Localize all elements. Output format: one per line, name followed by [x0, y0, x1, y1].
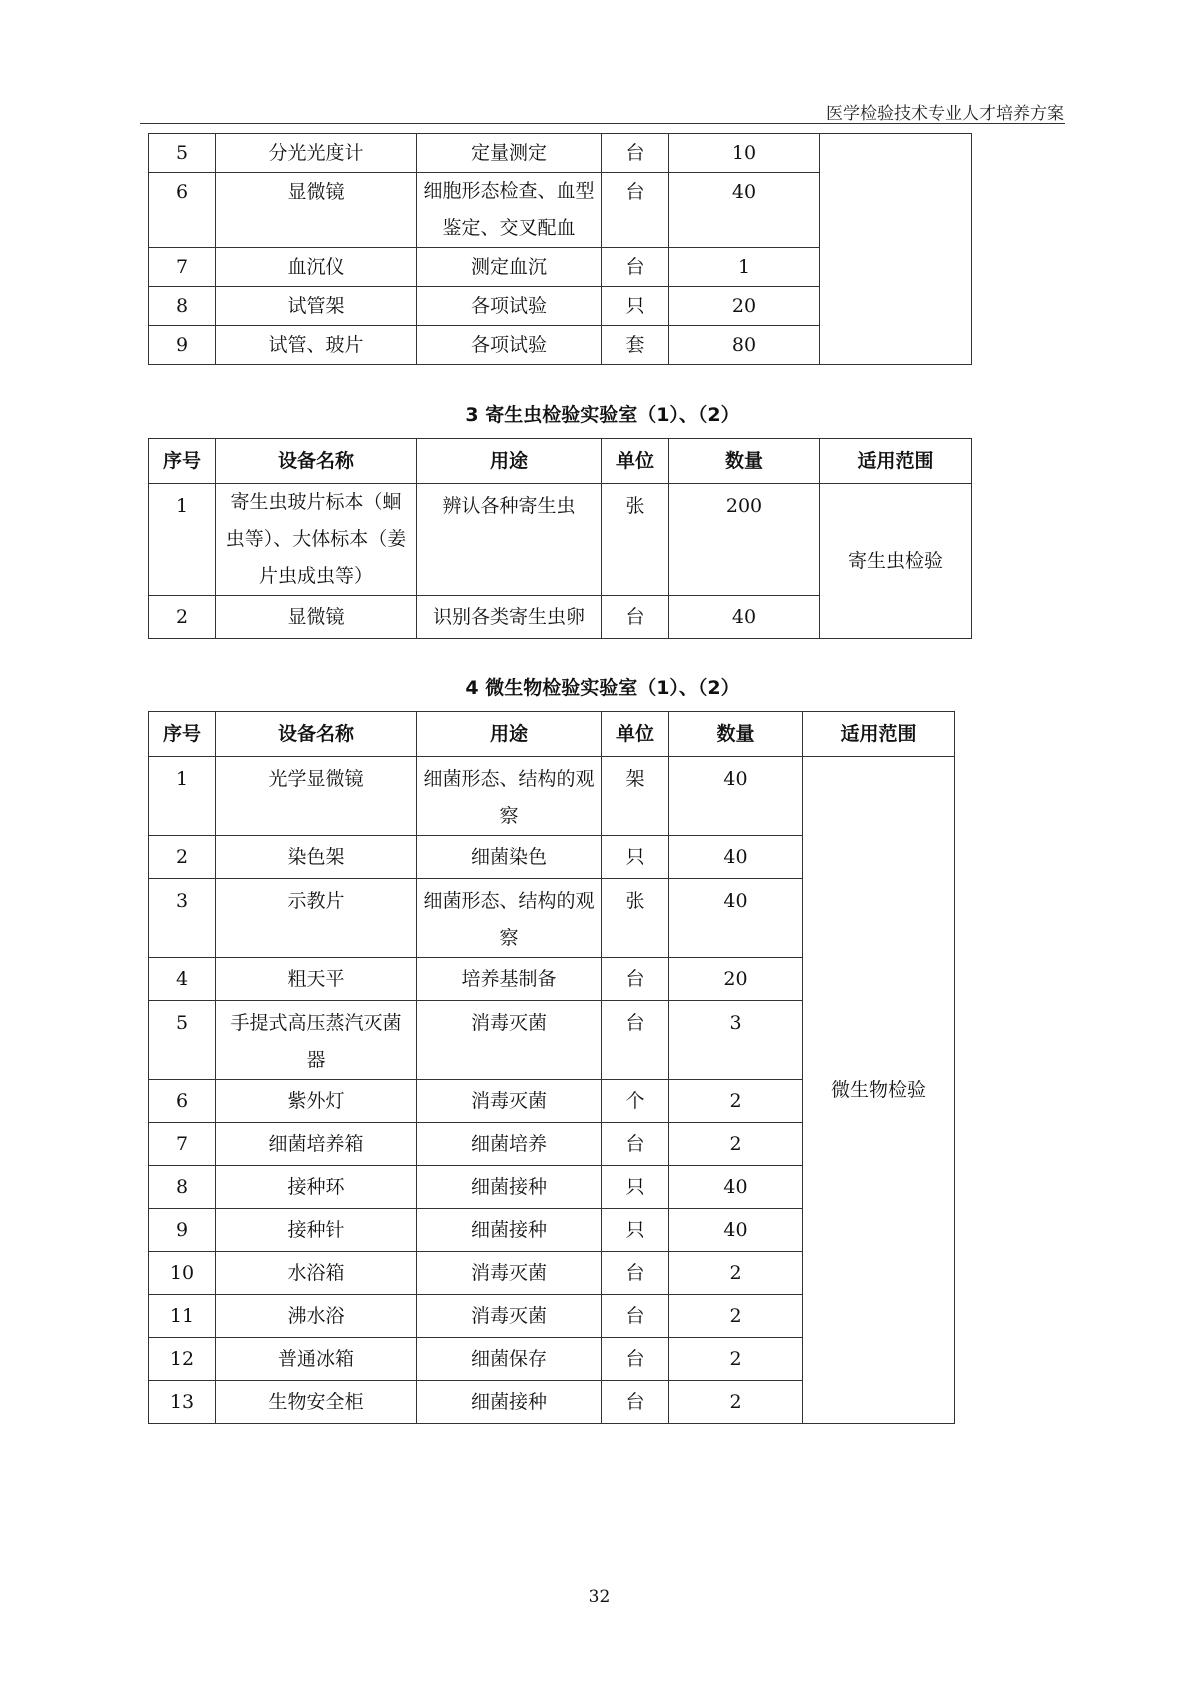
- cell-quantity: 40: [669, 836, 803, 879]
- cell-no: 9: [149, 326, 216, 365]
- table-row: [149, 134, 972, 173]
- cell-equipment-name: 寄生虫玻片标本（蛔虫等）、大体标本（姜片虫成虫等）: [216, 484, 417, 596]
- cell-quantity: 2: [669, 1338, 803, 1381]
- cell-unit: 台: [602, 1295, 669, 1338]
- cell-no: 1: [149, 484, 216, 596]
- cell-quantity: 2: [669, 1295, 803, 1338]
- section-title-parasite-lab: 3 寄生虫检验实验室（1）、（2）: [465, 404, 740, 426]
- cell-no: 13: [149, 1381, 216, 1424]
- header-divider: [140, 123, 1065, 124]
- cell-equipment-name: 紫外灯: [216, 1080, 417, 1123]
- cell-unit: 张: [602, 879, 669, 958]
- header-equipment-name: 设备名称: [216, 712, 417, 757]
- cell-equipment-name: 分光光度计: [216, 134, 417, 173]
- cell-unit: 台: [602, 248, 669, 287]
- cell-equipment-name: 示教片: [216, 879, 417, 958]
- header-no: 序号: [149, 439, 216, 484]
- header-no: 序号: [149, 712, 216, 757]
- cell-equipment-name: 普通冰箱: [216, 1338, 417, 1381]
- cell-quantity: 10: [669, 134, 820, 173]
- cell-use: 测定血沉: [417, 248, 602, 287]
- cell-use: 细菌染色: [417, 836, 602, 879]
- header-unit: 单位: [602, 712, 669, 757]
- table-header-row: [149, 439, 972, 484]
- cell-no: 6: [149, 1080, 216, 1123]
- cell-use: 细菌形态、结构的观察: [417, 879, 602, 958]
- cell-unit: 套: [602, 326, 669, 365]
- cell-use: 细菌保存: [417, 1338, 602, 1381]
- cell-quantity: 2: [669, 1381, 803, 1424]
- cell-unit: 只: [602, 836, 669, 879]
- cell-quantity: 40: [669, 879, 803, 958]
- cell-unit: 架: [602, 757, 669, 836]
- cell-unit: 只: [602, 1166, 669, 1209]
- cell-unit: 张: [602, 484, 669, 596]
- cell-no: 3: [149, 879, 216, 958]
- cell-equipment-name: 显微镜: [216, 173, 417, 248]
- header-equipment-name: 设备名称: [216, 439, 417, 484]
- cell-quantity: 200: [669, 484, 820, 596]
- cell-quantity: 80: [669, 326, 820, 365]
- cell-unit: 只: [602, 287, 669, 326]
- cell-no: 12: [149, 1338, 216, 1381]
- section-title-microbiology-lab: 4 微生物检验实验室（1）、（2）: [465, 677, 740, 699]
- cell-no: 2: [149, 596, 216, 639]
- cell-no: 8: [149, 287, 216, 326]
- cell-equipment-name: 手提式高压蒸汽灭菌器: [216, 1001, 417, 1080]
- cell-unit: 台: [602, 1252, 669, 1295]
- cell-unit: 台: [602, 1381, 669, 1424]
- cell-use: 消毒灭菌: [417, 1295, 602, 1338]
- cell-unit: 台: [602, 173, 669, 248]
- cell-no: 6: [149, 173, 216, 248]
- cell-equipment-name: 细菌培养箱: [216, 1123, 417, 1166]
- header-unit: 单位: [602, 439, 669, 484]
- header-quantity: 数量: [669, 712, 803, 757]
- cell-use: 细菌接种: [417, 1381, 602, 1424]
- cell-equipment-name: 沸水浴: [216, 1295, 417, 1338]
- cell-unit: 台: [602, 1123, 669, 1166]
- cell-equipment-name: 试管架: [216, 287, 417, 326]
- cell-equipment-name: 水浴箱: [216, 1252, 417, 1295]
- equipment-table-microbiology-lab: [148, 711, 955, 1424]
- cell-unit: 台: [602, 596, 669, 639]
- cell-unit: 台: [602, 958, 669, 1001]
- document-header-title: 医学检验技术专业人才培养方案: [826, 104, 1064, 124]
- cell-no: 10: [149, 1252, 216, 1295]
- cell-scope: 微生物检验: [803, 757, 955, 1424]
- cell-quantity: 20: [669, 287, 820, 326]
- header-scope: 适用范围: [803, 712, 955, 757]
- cell-quantity: 40: [669, 1166, 803, 1209]
- cell-use: 消毒灭菌: [417, 1252, 602, 1295]
- cell-use: 消毒灭菌: [417, 1080, 602, 1123]
- cell-no: 1: [149, 757, 216, 836]
- cell-equipment-name: 粗天平: [216, 958, 417, 1001]
- cell-unit: 台: [602, 134, 669, 173]
- cell-use: 细菌接种: [417, 1166, 602, 1209]
- cell-equipment-name: 血沉仪: [216, 248, 417, 287]
- header-use: 用途: [417, 712, 602, 757]
- cell-no: 2: [149, 836, 216, 879]
- cell-quantity: 3: [669, 1001, 803, 1080]
- cell-equipment-name: 生物安全柜: [216, 1381, 417, 1424]
- table-row: [149, 757, 955, 836]
- cell-no: 7: [149, 248, 216, 287]
- cell-equipment-name: 试管、玻片: [216, 326, 417, 365]
- cell-quantity: 40: [669, 173, 820, 248]
- cell-quantity: 40: [669, 1209, 803, 1252]
- cell-no: 4: [149, 958, 216, 1001]
- cell-equipment-name: 染色架: [216, 836, 417, 879]
- cell-scope: [820, 134, 972, 365]
- cell-unit: 台: [602, 1001, 669, 1080]
- cell-use: 各项试验: [417, 326, 602, 365]
- cell-use: 细胞形态检查、血型鉴定、交叉配血: [417, 173, 602, 248]
- cell-quantity: 2: [669, 1252, 803, 1295]
- equipment-table-continued: [148, 133, 972, 365]
- table-header-row: [149, 712, 955, 757]
- cell-equipment-name: 光学显微镜: [216, 757, 417, 836]
- cell-use: 消毒灭菌: [417, 1001, 602, 1080]
- cell-quantity: 40: [669, 757, 803, 836]
- cell-use: 培养基制备: [417, 958, 602, 1001]
- cell-unit: 个: [602, 1080, 669, 1123]
- cell-no: 5: [149, 134, 216, 173]
- cell-equipment-name: 接种针: [216, 1209, 417, 1252]
- header-scope: 适用范围: [820, 439, 972, 484]
- cell-no: 7: [149, 1123, 216, 1166]
- cell-quantity: 1: [669, 248, 820, 287]
- cell-no: 5: [149, 1001, 216, 1080]
- cell-quantity: 2: [669, 1123, 803, 1166]
- cell-quantity: 2: [669, 1080, 803, 1123]
- cell-use: 细菌接种: [417, 1209, 602, 1252]
- table-row: [149, 484, 972, 596]
- cell-use: 各项试验: [417, 287, 602, 326]
- cell-use: 细菌形态、结构的观察: [417, 757, 602, 836]
- page-number: 32: [588, 1587, 611, 1607]
- cell-equipment-name: 接种环: [216, 1166, 417, 1209]
- cell-no: 8: [149, 1166, 216, 1209]
- cell-use: 识别各类寄生虫卵: [417, 596, 602, 639]
- header-use: 用途: [417, 439, 602, 484]
- cell-scope: 寄生虫检验: [820, 484, 972, 639]
- cell-equipment-name: 显微镜: [216, 596, 417, 639]
- cell-use: 细菌培养: [417, 1123, 602, 1166]
- cell-no: 11: [149, 1295, 216, 1338]
- cell-quantity: 20: [669, 958, 803, 1001]
- equipment-table-parasite-lab: [148, 438, 972, 639]
- cell-unit: 只: [602, 1209, 669, 1252]
- cell-unit: 台: [602, 1338, 669, 1381]
- cell-use: 辨认各种寄生虫: [417, 484, 602, 596]
- cell-no: 9: [149, 1209, 216, 1252]
- cell-use: 定量测定: [417, 134, 602, 173]
- header-quantity: 数量: [669, 439, 820, 484]
- cell-quantity: 40: [669, 596, 820, 639]
